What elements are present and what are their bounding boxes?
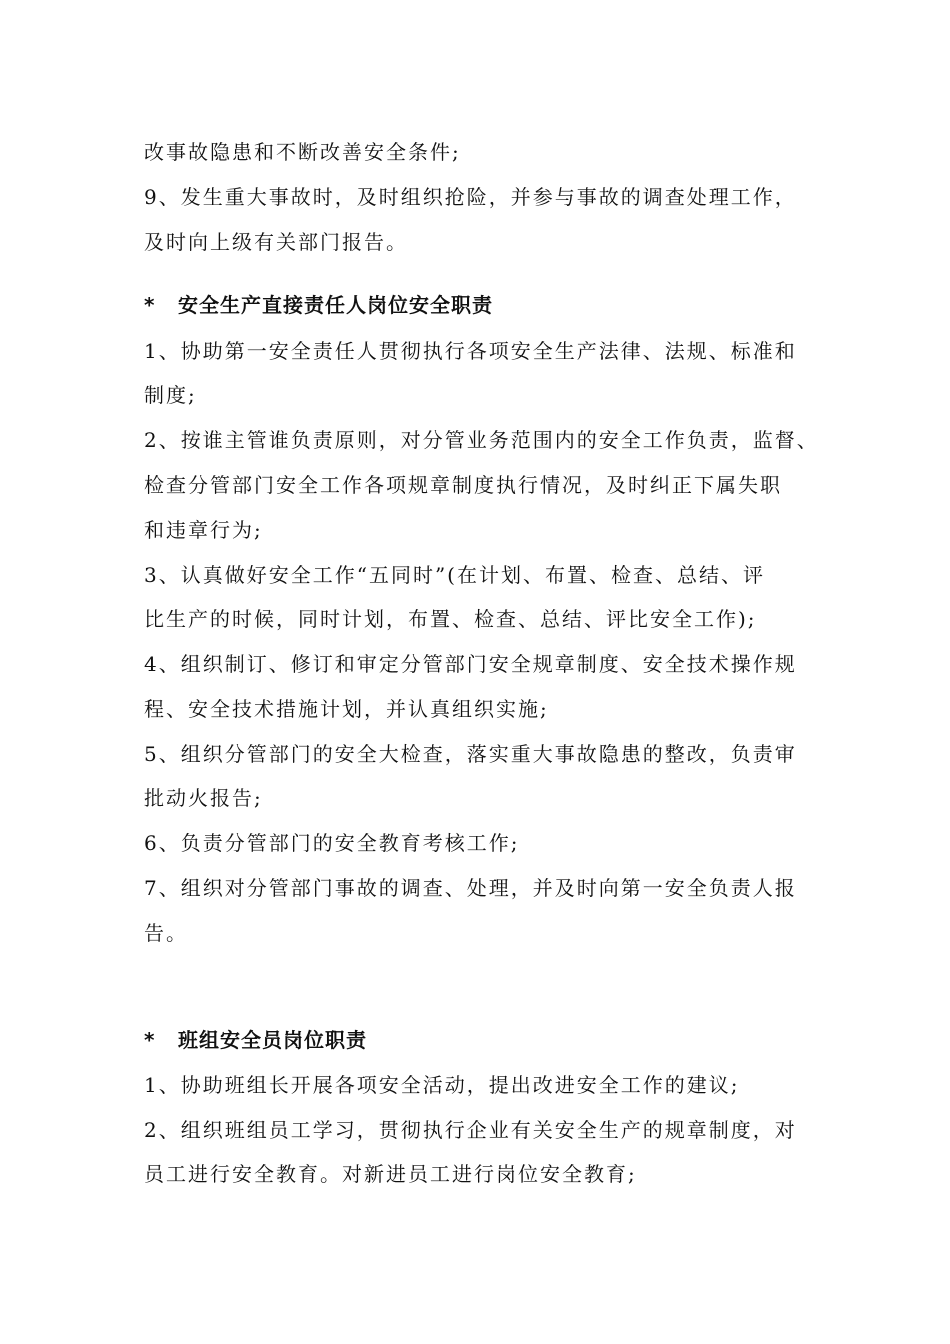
body-line: 9、发生重大事故时，及时组织抢险，并参与事故的调查处理工作， bbox=[144, 185, 797, 209]
body-line: 检查分管部门安全工作各项规章制度执行情况，及时纠正下属失职 bbox=[144, 473, 782, 497]
body-line: 1、协助第一安全责任人贯彻执行各项安全生产法律、法规、标准和 bbox=[144, 339, 797, 363]
body-line: 3、认真做好安全工作“五同时”(在计划、布置、检查、总结、评 bbox=[144, 563, 765, 587]
bullet-mark: * bbox=[144, 293, 156, 317]
section-heading-team-safety-officer bbox=[144, 1026, 367, 1054]
body-line: 批动火报告; bbox=[144, 786, 263, 810]
body-line: 2、按谁主管谁负责原则，对分管业务范围内的安全工作负责，监督、 bbox=[144, 428, 819, 452]
heading-text: 安全生产直接责任人岗位安全职责 bbox=[178, 293, 493, 317]
body-line: 程、安全技术措施计划，并认真组织实施; bbox=[144, 697, 549, 721]
body-line: 比生产的时候，同时计划，布置、检查、总结、评比安全工作); bbox=[144, 607, 757, 631]
body-line: 告。 bbox=[144, 921, 188, 945]
body-line: 2、组织班组员工学习，贯彻执行企业有关安全生产的规章制度，对 bbox=[144, 1118, 797, 1142]
body-line: 1、协助班组长开展各项安全活动，提出改进安全工作的建议; bbox=[144, 1073, 740, 1097]
body-line: 和违章行为; bbox=[144, 518, 263, 542]
body-line: 6、负责分管部门的安全教育考核工作; bbox=[144, 831, 520, 855]
body-line: 员工进行安全教育。对新进员工进行岗位安全教育; bbox=[144, 1162, 637, 1186]
heading-text: 班组安全员岗位职责 bbox=[178, 1028, 367, 1052]
body-line: 5、组织分管部门的安全大检查，落实重大事故隐患的整改，负责审 bbox=[144, 742, 797, 766]
section-heading-direct-responsibility bbox=[144, 291, 493, 319]
body-line: 7、组织对分管部门事故的调查、处理，并及时向第一安全负责人报 bbox=[144, 876, 797, 900]
bullet-mark: * bbox=[144, 1028, 156, 1052]
body-line: 4、组织制订、修订和审定分管部门安全规章制度、安全技术操作规 bbox=[144, 652, 797, 676]
body-line: 及时向上级有关部门报告。 bbox=[144, 230, 408, 254]
body-line: 制度; bbox=[144, 383, 197, 407]
body-line: 改事故隐患和不断改善安全条件; bbox=[144, 140, 461, 164]
